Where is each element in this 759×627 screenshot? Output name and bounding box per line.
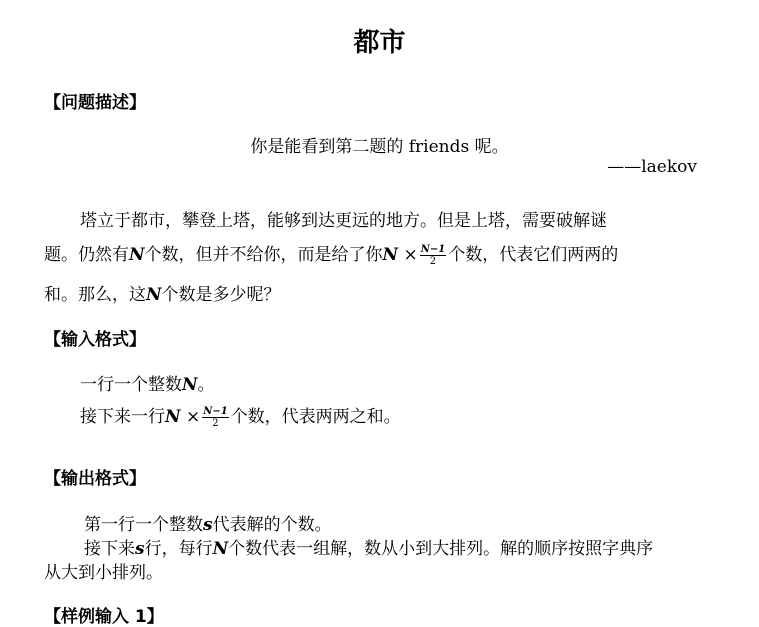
math-var-n: N [165,407,181,427]
math-var-s: s [203,515,213,535]
section-problem-description: 【问题描述】 [44,93,146,113]
section-sample-input: 【样例输入 1】 [44,607,164,627]
description-line-1: 塔立于都市，攀登上塔，能够到达更远的地方。但是上塔，需要破解谜 [80,211,607,231]
math-fraction: $\frac{N-1}{2}$ [203,406,228,429]
math-fraction: $\frac{N-1}{2}$ [420,244,446,267]
description-line-2: 题。仍然有N个数，但并不给你，而是给了你N × $\frac{N-1}{2}$ 个数，代表它们两两的 [44,244,619,267]
math-var-n: N [182,375,198,395]
math-var-n: N [382,245,399,265]
math-var-n: N [146,285,162,305]
math-var-n: N [212,539,229,559]
output-line-2: 接下来s行，每行N个数代表一组解，数从小到大排列。解的顺序按照字典序 [84,539,654,559]
epigraph-author: ——laekov [607,157,697,177]
output-line-1: 第一行一个整数s代表解的个数。 [84,515,332,535]
description-line-3: 和。那么，这N个数是多少呢？ [44,285,281,305]
epigraph-quote: 你是能看到第二题的 friends 呢。 [250,137,509,157]
math-var-s: s [135,539,145,559]
output-line-3: 从大到小排列。 [44,563,163,583]
input-line-2: 接下来一行N × $\frac{N-1}{2}$ 个数，代表两两之和。 [80,406,401,429]
math-var-n: N [129,245,145,265]
page-title: 都市 [353,28,406,58]
section-output-format: 【输出格式】 [44,469,146,489]
input-line-1: 一行一个整数N。 [80,375,215,395]
section-input-format: 【输入格式】 [44,330,146,350]
